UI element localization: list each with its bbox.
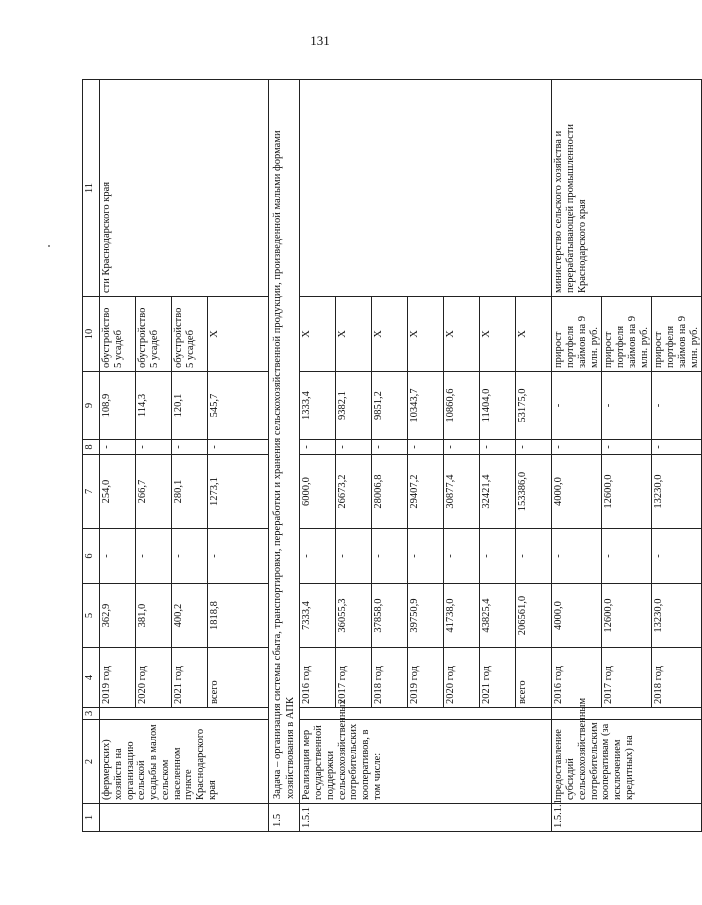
- value-cell: 1333,4: [300, 372, 336, 440]
- value-cell: -: [652, 440, 702, 455]
- year-cell: 2017 год: [336, 648, 372, 708]
- value-cell: 43825,4: [480, 584, 516, 648]
- col-num: 11: [83, 80, 100, 297]
- value-cell: -: [372, 440, 408, 455]
- value-cell: -: [444, 440, 480, 455]
- col-num: 7: [83, 455, 100, 529]
- result-cell: обустройство 5 усадеб: [136, 297, 172, 372]
- row-label: (фермерских) хозяйств на организацию сельской усадьбы в малом сельском населенном пункте Краснодарского края: [100, 720, 269, 804]
- col-num: 8: [83, 440, 100, 455]
- value-cell: 28006,8: [372, 455, 408, 529]
- value-cell: -: [208, 440, 269, 455]
- year-cell: 2016 год: [552, 648, 602, 708]
- value-cell: 36055,3: [336, 584, 372, 648]
- value-cell: 10860,6: [444, 372, 480, 440]
- col-num: 3: [83, 708, 100, 720]
- value-cell: -: [552, 440, 602, 455]
- value-cell: 1273,1: [208, 455, 269, 529]
- value-cell: -: [552, 529, 602, 584]
- value-cell: -: [172, 529, 208, 584]
- value-cell: 4000,0: [552, 455, 602, 529]
- result-cell: X: [480, 297, 516, 372]
- result-cell: X: [336, 297, 372, 372]
- value-cell: -: [208, 529, 269, 584]
- value-cell: -: [100, 529, 136, 584]
- result-cell: X: [444, 297, 480, 372]
- value-cell: -: [652, 372, 702, 440]
- value-cell: 12600,0: [602, 584, 652, 648]
- value-cell: 153386,0: [516, 455, 552, 529]
- result-cell: X: [408, 297, 444, 372]
- year-cell: 2019 год: [100, 648, 136, 708]
- value-cell: 362,9: [100, 584, 136, 648]
- value-cell: 30877,4: [444, 455, 480, 529]
- task-text: Задача – организация системы сбыта, транспортировки, переработки и хранения сельскохозяйственной продукции, произведенной малыми формами хозяйствования в АПК: [269, 80, 300, 804]
- value-cell: 13230,0: [652, 455, 702, 529]
- col-num: 10: [83, 297, 100, 372]
- value-cell: -: [372, 529, 408, 584]
- value-cell: 29407,2: [408, 455, 444, 529]
- value-cell: 6000,0: [300, 455, 336, 529]
- value-cell: -: [100, 440, 136, 455]
- cell: [100, 708, 269, 720]
- value-cell: -: [136, 529, 172, 584]
- value-cell: -: [552, 372, 602, 440]
- value-cell: -: [444, 529, 480, 584]
- year-cell: 2017 год: [602, 648, 652, 708]
- executor-cell: министерство сельского хозяйства и перерабатывающей промышленности Краснодарского края: [552, 80, 702, 297]
- col-num: 1: [83, 804, 100, 832]
- value-cell: -: [516, 440, 552, 455]
- year-cell: 2016 год: [300, 648, 336, 708]
- value-cell: 254,0: [100, 455, 136, 529]
- value-cell: 4000,0: [552, 584, 602, 648]
- value-cell: 11404,0: [480, 372, 516, 440]
- result-cell: обустройство 5 усадеб: [172, 297, 208, 372]
- value-cell: -: [602, 529, 652, 584]
- value-cell: 12600,0: [602, 455, 652, 529]
- value-cell: 400,2: [172, 584, 208, 648]
- program-table: [82, 79, 702, 832]
- row-number: 1.5.1.1: [552, 804, 702, 832]
- result-cell: прирост портфеля займов на 9 млн. руб.: [552, 297, 602, 372]
- executor-cell: сти Краснодарского края: [100, 80, 269, 297]
- value-cell: 39750,9: [408, 584, 444, 648]
- value-cell: 280,1: [172, 455, 208, 529]
- value-cell: 7333,4: [300, 584, 336, 648]
- year-cell: 2020 год: [444, 648, 480, 708]
- value-cell: -: [408, 440, 444, 455]
- value-cell: 545,7: [208, 372, 269, 440]
- col-num: 6: [83, 529, 100, 584]
- value-cell: 266,7: [136, 455, 172, 529]
- value-cell: 206561,0: [516, 584, 552, 648]
- year-cell: 2019 год: [408, 648, 444, 708]
- table-row: [100, 80, 136, 832]
- value-cell: -: [480, 440, 516, 455]
- scan-speck: [48, 245, 50, 247]
- result-cell: X: [516, 297, 552, 372]
- row-number: [100, 804, 269, 832]
- value-cell: -: [136, 440, 172, 455]
- year-cell: 2018 год: [652, 648, 702, 708]
- value-cell: -: [602, 440, 652, 455]
- value-cell: -: [300, 440, 336, 455]
- value-cell: -: [652, 529, 702, 584]
- value-cell: 108,9: [100, 372, 136, 440]
- result-cell: X: [300, 297, 336, 372]
- value-cell: 41738,0: [444, 584, 480, 648]
- year-cell: 2020 год: [136, 648, 172, 708]
- result-cell: обустройство 5 усадеб: [100, 297, 136, 372]
- col-num: 9: [83, 372, 100, 440]
- year-cell: 2018 год: [372, 648, 408, 708]
- value-cell: 381,0: [136, 584, 172, 648]
- page-number: 131: [310, 33, 330, 48]
- value-cell: -: [336, 440, 372, 455]
- year-cell: всего: [516, 648, 552, 708]
- row-label: предоставление субсидий сельскохозяйственным потребительским кооперативам (за исключением кредитных) на: [552, 720, 702, 804]
- row-number: 1.5.1: [300, 804, 552, 832]
- col-num: 5: [83, 584, 100, 648]
- column-number-row: [83, 80, 100, 832]
- year-cell: всего: [208, 648, 269, 708]
- value-cell: -: [480, 529, 516, 584]
- rotated-table-container: [82, 80, 700, 832]
- cell: [552, 708, 702, 720]
- table-row: [300, 80, 336, 832]
- result-cell: прирост портфеля займов на 9 млн. руб.: [602, 297, 652, 372]
- value-cell: 9851,2: [372, 372, 408, 440]
- value-cell: -: [516, 529, 552, 584]
- year-cell: 2021 год: [480, 648, 516, 708]
- task-number: 1.5: [269, 804, 300, 832]
- executor-cell: [300, 80, 552, 297]
- value-cell: 32421,4: [480, 455, 516, 529]
- col-num: 4: [83, 648, 100, 708]
- value-cell: 53175,0: [516, 372, 552, 440]
- value-cell: -: [300, 529, 336, 584]
- value-cell: 114,3: [136, 372, 172, 440]
- year-cell: 2021 год: [172, 648, 208, 708]
- value-cell: -: [602, 372, 652, 440]
- result-cell: X: [208, 297, 269, 372]
- value-cell: -: [172, 440, 208, 455]
- value-cell: -: [408, 529, 444, 584]
- value-cell: 1818,8: [208, 584, 269, 648]
- value-cell: 10343,7: [408, 372, 444, 440]
- task-row: [269, 80, 300, 832]
- row-label: Реализация мер государственной поддержки сельскохозяйственных потребительских кооперативов, в том числе:: [300, 720, 552, 804]
- result-cell: X: [372, 297, 408, 372]
- value-cell: 37858,0: [372, 584, 408, 648]
- col-num: 2: [83, 720, 100, 804]
- table-row: [552, 80, 602, 832]
- result-cell: прирост портфеля займов на 9 млн. руб.: [652, 297, 702, 372]
- value-cell: 9382,1: [336, 372, 372, 440]
- value-cell: -: [336, 529, 372, 584]
- value-cell: 26673,2: [336, 455, 372, 529]
- value-cell: 120,1: [172, 372, 208, 440]
- value-cell: 13230,0: [652, 584, 702, 648]
